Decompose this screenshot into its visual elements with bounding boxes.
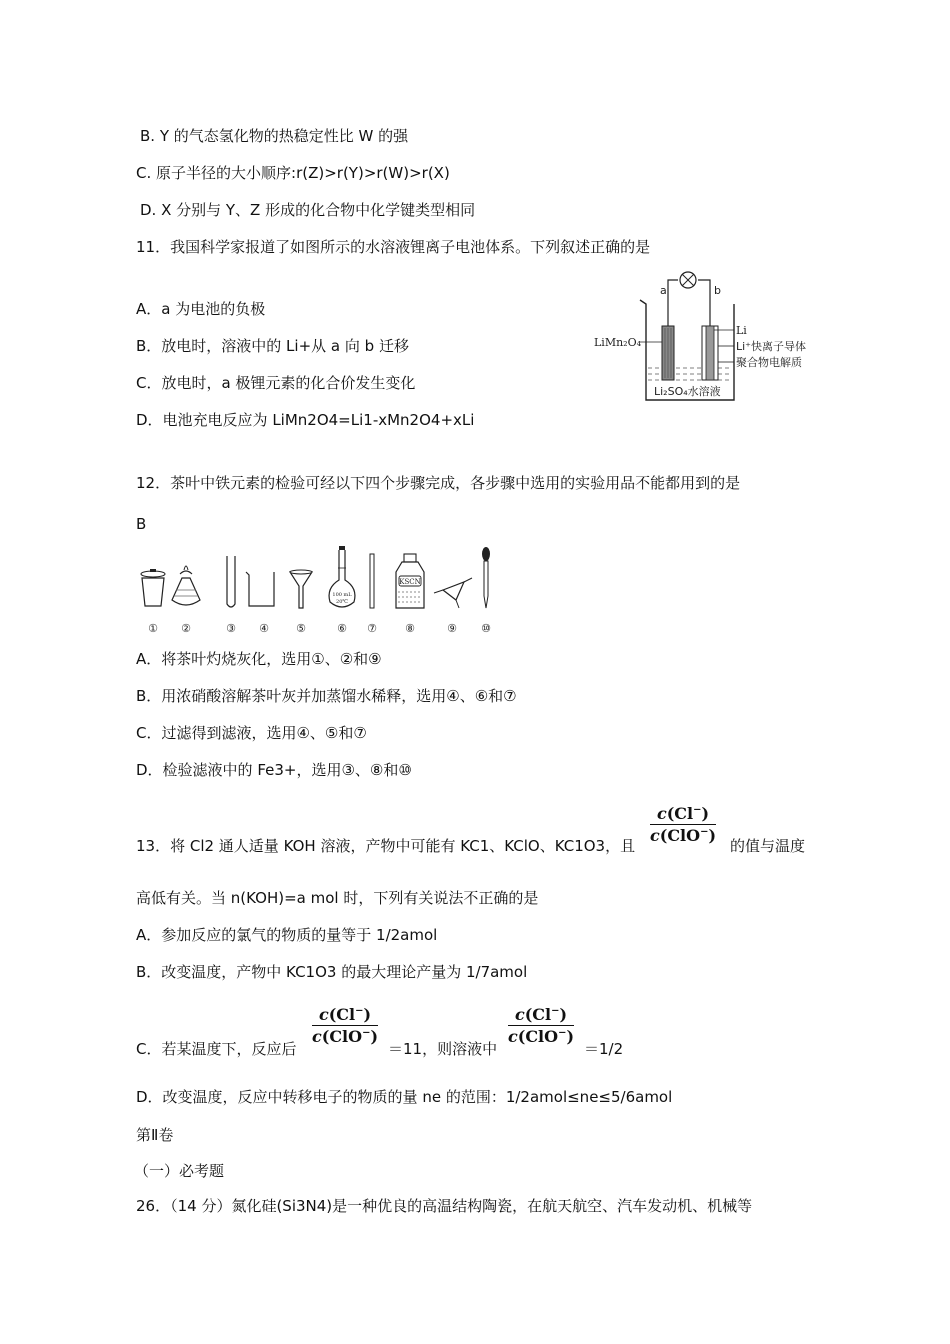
apparatus-number-7: ⑦ xyxy=(367,622,377,635)
q11-stem: 11．我国科学家报道了如图所示的水溶液锂离子电池体系。下列叙述正确的是 xyxy=(136,238,651,256)
li-label: Li xyxy=(736,324,747,337)
crucible-icon xyxy=(141,569,165,606)
q12-option-c: C．过滤得到滤液，选用④、⑤和⑦ xyxy=(136,724,367,742)
q13-option-c-end: ＝1/2 xyxy=(584,1040,624,1058)
alcohol-lamp-icon xyxy=(172,566,200,605)
q13-option-c-start: C．若某温度下，反应后 xyxy=(136,1040,297,1058)
apparatus-number-1: ① xyxy=(148,622,158,635)
q12-answer: B xyxy=(136,515,147,533)
q13-fraction: c(Cl−) c(ClO−) xyxy=(650,804,717,845)
q10-option-b: B. Y 的气态氢化物的热稳定性比 W 的强 xyxy=(140,127,409,145)
q12-option-d: D．检验滤液中的 Fe3+，选用③、⑧和⑩ xyxy=(136,761,412,779)
apparatus-number-2: ② xyxy=(181,622,191,635)
clay-triangle-icon xyxy=(434,578,472,608)
battery-diagram xyxy=(590,268,830,408)
q12-option-b: B．用浓硝酸溶解茶叶灰并加蒸馏水稀释，选用④、⑥和⑦ xyxy=(136,687,517,705)
solution-label: Li₂SO₄水溶液 xyxy=(654,385,721,398)
glass-rod-icon xyxy=(370,554,374,608)
q13-option-b: B．改变温度，产物中 KC1O3 的最大理论产量为 1/7amol xyxy=(136,963,528,981)
apparatus-number-6: ⑥ xyxy=(337,622,347,635)
apparatus-number-10: ⑩ xyxy=(481,622,491,635)
q13c-fraction-2: c(Cl−) c(ClO−) xyxy=(508,1005,575,1046)
volumetric-flask-icon xyxy=(329,546,355,607)
electrode-b-label: b xyxy=(714,284,721,297)
electrode-a-label: a xyxy=(660,284,667,297)
polymer-label: 聚合物电解质 xyxy=(736,356,802,369)
q13-option-d: D．改变温度，反应中转移电子的物质的量 ne 的范围：1/2amol≤ne≤5/6amol xyxy=(136,1088,673,1106)
apparatus-diagram xyxy=(134,544,504,636)
q13-stem-start: 13．将 Cl2 通人适量 KOH 溶液，产物中可能有 KC1、KClO、KC1O3，且 xyxy=(136,837,636,855)
reagent-bottle-icon xyxy=(396,554,424,608)
apparatus-number-5: ⑤ xyxy=(296,622,306,635)
q11-option-a: A．a 为电池的负极 xyxy=(136,300,266,318)
q12-stem: 12．茶叶中铁元素的检验可经以下四个步骤完成，各步骤中选用的实验用品不能都用到的是 xyxy=(136,474,741,492)
apparatus-number-8: ⑧ xyxy=(405,622,415,635)
apparatus-number-4: ④ xyxy=(259,622,269,635)
limn2o4-label: LiMn₂O₄ xyxy=(594,336,642,349)
q13-stem-line2: 高低有关。当 n(KOH)=a mol 时，下列有关说法不正确的是 xyxy=(136,889,539,907)
q13-option-c-mid: ＝11，则溶液中 xyxy=(388,1040,498,1058)
part-2-heading: 第Ⅱ卷 xyxy=(136,1126,174,1144)
flask-volume-label: 100 mL xyxy=(332,592,352,598)
conductor-label: Li⁺快离子导体 xyxy=(736,340,806,353)
q13-option-a: A．参加反应的氯气的物质的量等于 1/2amol xyxy=(136,926,438,944)
q12-option-a: A．将茶叶灼烧灰化，选用①、②和⑨ xyxy=(136,650,382,668)
q11-option-d: D．电池充电反应为 LiMn2O4=Li1-xMn2O4+xLi xyxy=(136,411,475,429)
q26-stem: 26．（14 分）氮化硅(Si3N4)是一种优良的高温结构陶瓷，在航天航空、汽车发动机、机械等 xyxy=(136,1197,753,1215)
dropper-icon xyxy=(482,547,490,608)
flask-temp-label: 20℃ xyxy=(336,599,348,605)
apparatus-number-9: ⑨ xyxy=(447,622,457,635)
q11-option-b: B．放电时，溶液中的 Li+从 a 向 b 迁移 xyxy=(136,337,409,355)
funnel-icon xyxy=(290,570,312,608)
section-required: （一）必考题 xyxy=(134,1162,225,1180)
beaker-icon xyxy=(246,572,274,606)
test-tube-icon xyxy=(227,556,235,607)
q13-stem-end: 的值与温度 xyxy=(730,837,806,855)
q13c-fraction-1: c(Cl−) c(ClO−) xyxy=(312,1005,379,1046)
ksnc-label: KSCN xyxy=(399,578,421,586)
q10-option-d: D. X 分别与 Y、Z 形成的化合物中化学键类型相同 xyxy=(140,201,476,219)
q11-option-c: C．放电时，a 极锂元素的化合价发生变化 xyxy=(136,374,416,392)
apparatus-number-3: ③ xyxy=(226,622,236,635)
q10-option-c: C. 原子半径的大小顺序:r(Z)>r(Y)>r(W)>r(X) xyxy=(136,164,450,182)
